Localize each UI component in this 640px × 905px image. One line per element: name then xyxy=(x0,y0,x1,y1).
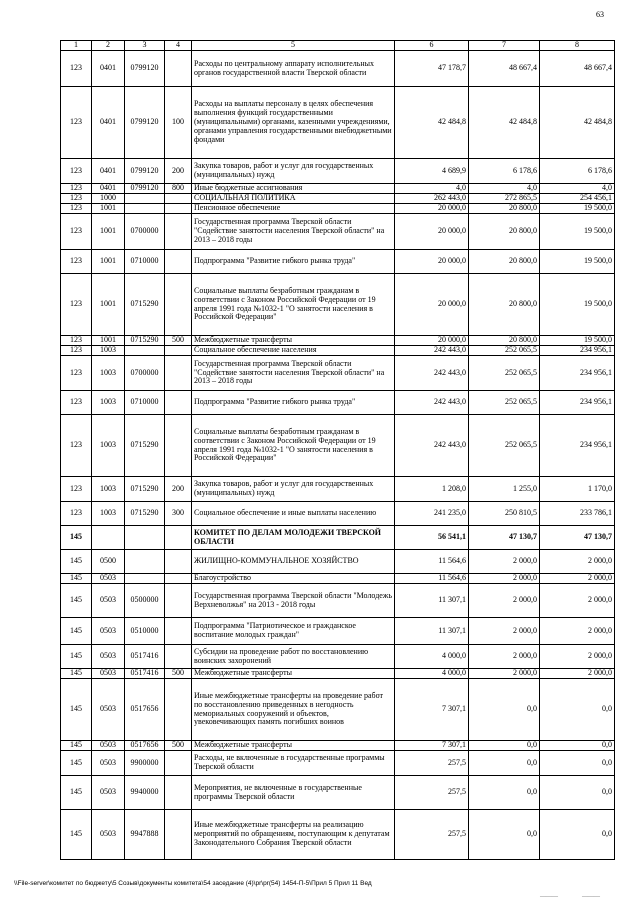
amount-year3-cell: 234 956,1 xyxy=(540,346,615,356)
expense-type-cell: 100 xyxy=(165,87,192,159)
item-name-cell: Подпрограмма "Патриотическое и гражданское воспитание молодых граждан" xyxy=(192,618,395,645)
amount-year2-cell: 20 800,0 xyxy=(469,250,540,274)
item-name-cell: Расходы на выплаты персоналу в целях обеспечения выполнения функций государственными (муниципальными) органами, казенными учреждениями, органами управления государственными внебюджетными фондами xyxy=(192,87,395,159)
amount-year1-cell: 1 208,0 xyxy=(395,477,469,502)
amount-year3-cell: 19 500,0 xyxy=(540,204,615,214)
target-code-cell: 0799120 xyxy=(125,51,165,87)
table-row xyxy=(61,584,615,618)
amount-year2-cell: 252 065,5 xyxy=(469,346,540,356)
admin-code-cell: 123 xyxy=(61,214,92,250)
item-name-cell: Мероприятия, не включенные в государственные программы Тверской области xyxy=(192,776,395,810)
admin-code-cell: 145 xyxy=(61,810,92,860)
amount-year2-cell: 0,0 xyxy=(469,751,540,776)
amount-year1-cell: 11 307,1 xyxy=(395,618,469,645)
section-code-cell: 1003 xyxy=(92,415,125,477)
item-name-cell: Социальные выплаты безработным гражданам в соответствии с Законом Российской Федерации от 19 апреля 1991 года №1032-1 "О занятости населения в Российской Федерации" xyxy=(192,274,395,336)
amount-year3-cell: 233 786,1 xyxy=(540,502,615,526)
table-row xyxy=(61,346,615,356)
page-number: 63 xyxy=(596,10,604,19)
amount-year1-cell: 11 307,1 xyxy=(395,584,469,618)
section-code-cell: 1003 xyxy=(92,502,125,526)
admin-code-cell: 123 xyxy=(61,250,92,274)
target-code-cell: 0715290 xyxy=(125,336,165,346)
item-name-cell: Подпрограмма "Развитие гибкого рынка труда" xyxy=(192,250,395,274)
item-name-cell: Социальные выплаты безработным гражданам в соответствии с Законом Российской Федерации от 19 апреля 1991 года №1032-1 "О занятости населения в Российской Федерации" xyxy=(192,415,395,477)
amount-year1-cell: 257,5 xyxy=(395,810,469,860)
amount-year1-cell: 4 000,0 xyxy=(395,669,469,679)
item-name-cell: Пенсионное обеспечение xyxy=(192,204,395,214)
admin-code-cell: 145 xyxy=(61,618,92,645)
item-name-cell: Подпрограмма "Развитие гибкого рынка труда" xyxy=(192,391,395,415)
header-cell: 1 xyxy=(61,41,92,51)
header-cell: 8 xyxy=(540,41,615,51)
target-code-cell: 9947888 xyxy=(125,810,165,860)
admin-code-cell: 145 xyxy=(61,669,92,679)
target-code-cell: 0715290 xyxy=(125,502,165,526)
amount-year2-cell: 252 065,5 xyxy=(469,391,540,415)
table-row xyxy=(61,526,615,550)
header-cell: 7 xyxy=(469,41,540,51)
amount-year1-cell: 42 484,8 xyxy=(395,87,469,159)
amount-year1-cell: 20 000,0 xyxy=(395,336,469,346)
target-code-cell xyxy=(125,346,165,356)
amount-year1-cell: 242 443,0 xyxy=(395,356,469,391)
item-name-cell: Государственная программа Тверской области "Содействие занятости населения Тверской области" на 2013 – 2018 годы xyxy=(192,214,395,250)
amount-year2-cell: 4,0 xyxy=(469,184,540,194)
admin-code-cell: 123 xyxy=(61,159,92,184)
admin-code-cell: 145 xyxy=(61,741,92,751)
expense-type-cell xyxy=(165,194,192,204)
amount-year2-cell: 0,0 xyxy=(469,679,540,741)
amount-year2-cell: 252 065,5 xyxy=(469,356,540,391)
admin-code-cell: 123 xyxy=(61,502,92,526)
header-cell: 2 xyxy=(92,41,125,51)
table-row xyxy=(61,391,615,415)
section-code-cell: 1003 xyxy=(92,477,125,502)
section-code-cell: 0503 xyxy=(92,751,125,776)
item-name-cell: Социальное обеспечение населения xyxy=(192,346,395,356)
amount-year2-cell: 47 130,7 xyxy=(469,526,540,550)
admin-code-cell: 123 xyxy=(61,346,92,356)
amount-year3-cell: 2 000,0 xyxy=(540,550,615,574)
amount-year3-cell: 6 178,6 xyxy=(540,159,615,184)
amount-year2-cell: 20 800,0 xyxy=(469,274,540,336)
expense-type-cell xyxy=(165,274,192,336)
amount-year1-cell: 257,5 xyxy=(395,751,469,776)
expense-type-cell xyxy=(165,391,192,415)
amount-year2-cell: 2 000,0 xyxy=(469,574,540,584)
amount-year1-cell: 7 307,1 xyxy=(395,741,469,751)
admin-code-cell: 145 xyxy=(61,645,92,669)
amount-year1-cell: 56 541,1 xyxy=(395,526,469,550)
admin-code-cell: 123 xyxy=(61,51,92,87)
table-row xyxy=(61,477,615,502)
amount-year3-cell: 0,0 xyxy=(540,776,615,810)
item-name-cell: Социальное обеспечение и иные выплаты населению xyxy=(192,502,395,526)
admin-code-cell: 123 xyxy=(61,336,92,346)
target-code-cell: 0715290 xyxy=(125,274,165,336)
amount-year2-cell: 2 000,0 xyxy=(469,645,540,669)
amount-year2-cell: 2 000,0 xyxy=(469,669,540,679)
table-row xyxy=(61,618,615,645)
amount-year2-cell: 20 800,0 xyxy=(469,214,540,250)
section-code-cell: 1001 xyxy=(92,214,125,250)
admin-code-cell: 123 xyxy=(61,87,92,159)
table-row xyxy=(61,159,615,184)
amount-year1-cell: 241 235,0 xyxy=(395,502,469,526)
section-code-cell: 1001 xyxy=(92,336,125,346)
target-code-cell: 0710000 xyxy=(125,391,165,415)
table-row xyxy=(61,502,615,526)
target-code-cell xyxy=(125,194,165,204)
table-row xyxy=(61,679,615,741)
header-cell: 4 xyxy=(165,41,192,51)
expense-type-cell xyxy=(165,645,192,669)
amount-year1-cell: 20 000,0 xyxy=(395,204,469,214)
item-name-cell: Закупка товаров, работ и услуг для государственных (муниципальных) нужд xyxy=(192,477,395,502)
amount-year3-cell: 234 956,1 xyxy=(540,356,615,391)
target-code-cell: 0700000 xyxy=(125,356,165,391)
table-row xyxy=(61,194,615,204)
admin-code-cell: 145 xyxy=(61,584,92,618)
section-code-cell: 1001 xyxy=(92,250,125,274)
amount-year3-cell: 48 667,4 xyxy=(540,51,615,87)
admin-code-cell: 123 xyxy=(61,477,92,502)
admin-code-cell: 145 xyxy=(61,526,92,550)
file-path-footer: \\File-server\комитет по бюджету\5 Созыв\документы комитета\54 заседание (4)\pr\pr(54) 1454-П-5\Прил 5 Прил 11 Вед xyxy=(14,880,372,887)
table-row xyxy=(61,204,615,214)
footer-dash: ——— xyxy=(582,894,600,900)
expense-type-cell xyxy=(165,250,192,274)
target-code-cell xyxy=(125,204,165,214)
amount-year2-cell: 48 667,4 xyxy=(469,51,540,87)
item-name-cell: Межбюджетные трансферты xyxy=(192,741,395,751)
admin-code-cell: 145 xyxy=(61,776,92,810)
section-code-cell: 0503 xyxy=(92,679,125,741)
target-code-cell: 0710000 xyxy=(125,250,165,274)
amount-year2-cell: 6 178,6 xyxy=(469,159,540,184)
amount-year1-cell: 47 178,7 xyxy=(395,51,469,87)
amount-year1-cell: 20 000,0 xyxy=(395,250,469,274)
amount-year3-cell: 254 456,1 xyxy=(540,194,615,204)
amount-year1-cell: 257,5 xyxy=(395,776,469,810)
amount-year1-cell: 4 689,9 xyxy=(395,159,469,184)
admin-code-cell: 145 xyxy=(61,574,92,584)
amount-year2-cell: 20 800,0 xyxy=(469,204,540,214)
section-code-cell: 0401 xyxy=(92,51,125,87)
table-row xyxy=(61,356,615,391)
amount-year3-cell: 0,0 xyxy=(540,741,615,751)
admin-code-cell: 145 xyxy=(61,679,92,741)
amount-year1-cell: 20 000,0 xyxy=(395,214,469,250)
target-code-cell: 0715290 xyxy=(125,477,165,502)
expense-type-cell xyxy=(165,574,192,584)
expense-type-cell: 500 xyxy=(165,669,192,679)
item-name-cell: Благоустройство xyxy=(192,574,395,584)
amount-year1-cell: 242 443,0 xyxy=(395,415,469,477)
table-row xyxy=(61,776,615,810)
amount-year2-cell: 250 810,5 xyxy=(469,502,540,526)
section-code-cell: 1001 xyxy=(92,274,125,336)
amount-year2-cell: 0,0 xyxy=(469,741,540,751)
item-name-cell: Закупка товаров, работ и услуг для государственных (муниципальных) нужд xyxy=(192,159,395,184)
amount-year3-cell: 2 000,0 xyxy=(540,584,615,618)
target-code-cell: 0510000 xyxy=(125,618,165,645)
expense-type-cell xyxy=(165,415,192,477)
admin-code-cell: 145 xyxy=(61,751,92,776)
header-cell: 6 xyxy=(395,41,469,51)
target-code-cell: 0799120 xyxy=(125,159,165,184)
section-code-cell: 1003 xyxy=(92,356,125,391)
table-row xyxy=(61,184,615,194)
amount-year3-cell: 2 000,0 xyxy=(540,574,615,584)
item-name-cell: ЖИЛИЩНО-КОММУНАЛЬНОЕ ХОЗЯЙСТВО xyxy=(192,550,395,574)
table-row xyxy=(61,51,615,87)
amount-year3-cell: 2 000,0 xyxy=(540,645,615,669)
table-row xyxy=(61,574,615,584)
amount-year3-cell: 0,0 xyxy=(540,810,615,860)
section-code-cell: 0401 xyxy=(92,159,125,184)
amount-year1-cell: 7 307,1 xyxy=(395,679,469,741)
expense-type-cell: 500 xyxy=(165,336,192,346)
target-code-cell: 0715290 xyxy=(125,415,165,477)
admin-code-cell: 123 xyxy=(61,204,92,214)
admin-code-cell: 123 xyxy=(61,184,92,194)
target-code-cell: 0517656 xyxy=(125,679,165,741)
admin-code-cell: 123 xyxy=(61,415,92,477)
section-code-cell: 1001 xyxy=(92,204,125,214)
amount-year2-cell: 272 865,5 xyxy=(469,194,540,204)
item-name-cell: Государственная программа Тверской области "Молодежь Верхневолжья" на 2013 - 2018 годы xyxy=(192,584,395,618)
table-row xyxy=(61,810,615,860)
expense-type-cell: 200 xyxy=(165,159,192,184)
amount-year3-cell: 1 170,0 xyxy=(540,477,615,502)
amount-year1-cell: 11 564,6 xyxy=(395,574,469,584)
amount-year3-cell: 4,0 xyxy=(540,184,615,194)
section-code-cell: 0503 xyxy=(92,741,125,751)
item-name-cell: Межбюджетные трансферты xyxy=(192,336,395,346)
target-code-cell: 0517656 xyxy=(125,741,165,751)
section-code-cell: 1003 xyxy=(92,346,125,356)
table-row xyxy=(61,87,615,159)
item-name-cell: Государственная программа Тверской области "Содействие занятости населения Тверской области" на 2013 – 2018 годы xyxy=(192,356,395,391)
amount-year1-cell: 4,0 xyxy=(395,184,469,194)
amount-year2-cell: 0,0 xyxy=(469,776,540,810)
target-code-cell: 0517416 xyxy=(125,645,165,669)
table-row xyxy=(61,214,615,250)
amount-year2-cell: 0,0 xyxy=(469,810,540,860)
item-name-cell: Субсидии на проведение работ по восстановлению воинских захоронений xyxy=(192,645,395,669)
amount-year2-cell: 20 800,0 xyxy=(469,336,540,346)
section-code-cell: 0401 xyxy=(92,87,125,159)
target-code-cell xyxy=(125,526,165,550)
target-code-cell: 9900000 xyxy=(125,751,165,776)
amount-year3-cell: 234 956,1 xyxy=(540,391,615,415)
admin-code-cell: 123 xyxy=(61,274,92,336)
amount-year3-cell: 19 500,0 xyxy=(540,274,615,336)
expense-type-cell xyxy=(165,776,192,810)
section-code-cell: 0503 xyxy=(92,810,125,860)
target-code-cell xyxy=(125,550,165,574)
amount-year3-cell: 234 956,1 xyxy=(540,415,615,477)
section-code-cell: 0503 xyxy=(92,618,125,645)
header-cell: 3 xyxy=(125,41,165,51)
item-name-cell: КОМИТЕТ ПО ДЕЛАМ МОЛОДЕЖИ ТВЕРСКОЙ ОБЛАСТИ xyxy=(192,526,395,550)
section-code-cell: 0401 xyxy=(92,184,125,194)
expense-type-cell xyxy=(165,751,192,776)
item-name-cell: Иные межбюджетные трансферты на реализацию мероприятий по обращениям, поступающим к депутатам Законодательного Собрания Тверской области xyxy=(192,810,395,860)
amount-year2-cell: 2 000,0 xyxy=(469,550,540,574)
table-row xyxy=(61,336,615,346)
admin-code-cell: 123 xyxy=(61,356,92,391)
amount-year1-cell: 262 443,0 xyxy=(395,194,469,204)
amount-year3-cell: 2 000,0 xyxy=(540,669,615,679)
amount-year1-cell: 11 564,6 xyxy=(395,550,469,574)
section-code-cell: 0503 xyxy=(92,584,125,618)
item-name-cell: СОЦИАЛЬНАЯ ПОЛИТИКА xyxy=(192,194,395,204)
target-code-cell xyxy=(125,574,165,584)
expense-type-cell xyxy=(165,526,192,550)
table-row xyxy=(61,645,615,669)
table-row xyxy=(61,669,615,679)
section-code-cell: 1000 xyxy=(92,194,125,204)
expense-type-cell xyxy=(165,346,192,356)
admin-code-cell: 145 xyxy=(61,550,92,574)
expense-type-cell xyxy=(165,204,192,214)
amount-year3-cell: 19 500,0 xyxy=(540,250,615,274)
target-code-cell: 0517416 xyxy=(125,669,165,679)
table-body xyxy=(61,51,615,860)
footer-dash: ——— xyxy=(540,894,558,900)
target-code-cell: 0700000 xyxy=(125,214,165,250)
amount-year3-cell: 42 484,8 xyxy=(540,87,615,159)
amount-year2-cell: 252 065,5 xyxy=(469,415,540,477)
expense-type-cell: 500 xyxy=(165,741,192,751)
section-code-cell: 1003 xyxy=(92,391,125,415)
section-code-cell: 0500 xyxy=(92,550,125,574)
admin-code-cell: 123 xyxy=(61,194,92,204)
section-code-cell xyxy=(92,526,125,550)
target-code-cell: 0799120 xyxy=(125,184,165,194)
expense-type-cell xyxy=(165,679,192,741)
header-row xyxy=(61,41,615,51)
expense-type-cell xyxy=(165,618,192,645)
amount-year3-cell: 0,0 xyxy=(540,751,615,776)
table-row xyxy=(61,550,615,574)
expense-type-cell xyxy=(165,51,192,87)
item-name-cell: Межбюджетные трансферты xyxy=(192,669,395,679)
amount-year2-cell: 2 000,0 xyxy=(469,584,540,618)
section-code-cell: 0503 xyxy=(92,776,125,810)
table-row xyxy=(61,751,615,776)
item-name-cell: Иные бюджетные ассигнования xyxy=(192,184,395,194)
amount-year3-cell: 19 500,0 xyxy=(540,336,615,346)
expense-type-cell xyxy=(165,214,192,250)
amount-year3-cell: 47 130,7 xyxy=(540,526,615,550)
item-name-cell: Иные межбюджетные трансферты на проведение работ по восстановлению приведенных в негодность мемориальных сооружений и объектов, увековечивающих память погибших воинов xyxy=(192,679,395,741)
expense-type-cell xyxy=(165,550,192,574)
target-code-cell: 9940000 xyxy=(125,776,165,810)
header-cell: 5 xyxy=(192,41,395,51)
expense-type-cell xyxy=(165,584,192,618)
expense-type-cell xyxy=(165,810,192,860)
expense-type-cell: 200 xyxy=(165,477,192,502)
amount-year1-cell: 20 000,0 xyxy=(395,274,469,336)
amount-year3-cell: 2 000,0 xyxy=(540,618,615,645)
section-code-cell: 0503 xyxy=(92,645,125,669)
admin-code-cell: 123 xyxy=(61,391,92,415)
section-code-cell: 0503 xyxy=(92,574,125,584)
expense-type-cell: 300 xyxy=(165,502,192,526)
amount-year2-cell: 42 484,8 xyxy=(469,87,540,159)
amount-year2-cell: 1 255,0 xyxy=(469,477,540,502)
table-row xyxy=(61,274,615,336)
amount-year1-cell: 242 443,0 xyxy=(395,346,469,356)
amount-year1-cell: 242 443,0 xyxy=(395,391,469,415)
item-name-cell: Расходы по центральному аппарату исполнительных органов государственной власти Тверской области xyxy=(192,51,395,87)
table-row xyxy=(61,415,615,477)
amount-year3-cell: 0,0 xyxy=(540,679,615,741)
target-code-cell: 0500000 xyxy=(125,584,165,618)
amount-year1-cell: 4 000,0 xyxy=(395,645,469,669)
budget-table xyxy=(60,40,615,860)
expense-type-cell xyxy=(165,356,192,391)
table-row xyxy=(61,741,615,751)
amount-year2-cell: 2 000,0 xyxy=(469,618,540,645)
section-code-cell: 0503 xyxy=(92,669,125,679)
amount-year3-cell: 19 500,0 xyxy=(540,214,615,250)
item-name-cell: Расходы, не включенные в государственные программы Тверской области xyxy=(192,751,395,776)
table-row xyxy=(61,250,615,274)
target-code-cell: 0799120 xyxy=(125,87,165,159)
expense-type-cell: 800 xyxy=(165,184,192,194)
